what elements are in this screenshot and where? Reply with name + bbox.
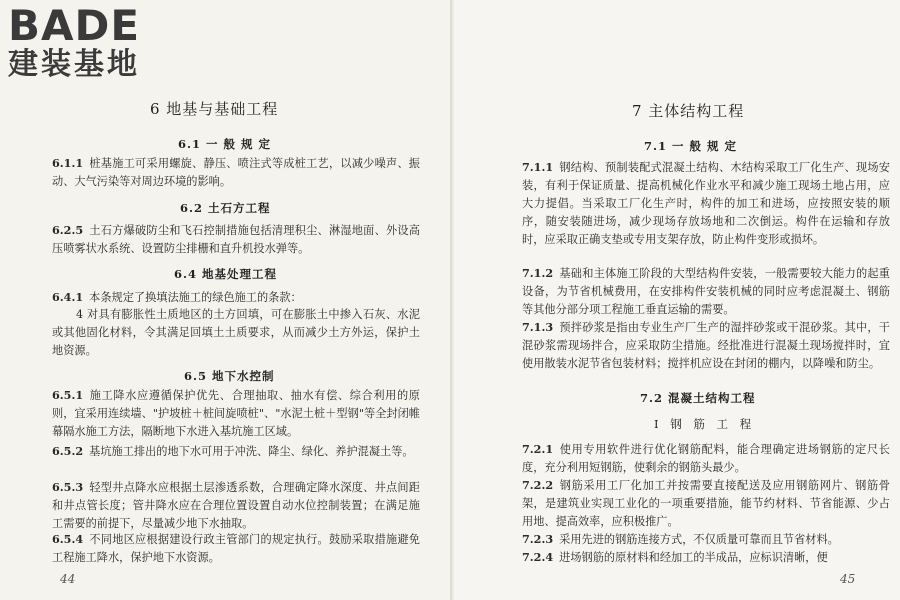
section-6-1-title: 6.1 一 般 规 定 — [178, 137, 272, 151]
subsection-rebar-title: Ⅰ 钢 筋 工 程 — [654, 417, 756, 431]
para-7-2-4-text: 进场钢筋的原材料和经加工的半成品，应标识清晰，便 — [559, 551, 828, 564]
para-6-4-1 — [52, 288, 420, 307]
para-7-1-3-num: 7.1.3 — [522, 320, 554, 334]
para-6-4-1-text: 本条规定了换填法施工的绿色施工的条款： — [89, 291, 302, 304]
para-6-5-4-text: 不同地区应根据建设行政主管部门的规定执行。鼓励采取措施避免工程施工降水，保护地下水资源。 — [52, 533, 420, 564]
para-7-1-3 — [522, 318, 890, 373]
para-6-5-4-num: 6.5.4 — [52, 532, 84, 546]
para-6-5-1-num: 6.5.1 — [52, 388, 84, 402]
section-7-1-title: 7.1 一 般 规 定 — [644, 139, 738, 153]
para-7-2-3-text: 采用先进的钢筋连接方式，不仅质量可靠而且节省材料。 — [559, 533, 839, 546]
para-7-1-3-text: 预拌砂浆是指由专业生产厂生产的湿拌砂浆或干混砂浆。其中，干混砂浆需现场拌合，应采取防尘措施。经批准进行混凝土现场搅拌时，宜使用散装水泥节省包装材料；搅拌机应设在封闭的棚内，以降噪和防尘。 — [522, 321, 890, 370]
para-7-2-4 — [522, 548, 890, 567]
para-6-1-1-text: 桩基施工可采用螺旋、静压、喷注式等成桩工艺，以减少噪声、振动、大气污染等对周边环境的影响。 — [52, 157, 420, 188]
para-7-2-3-num: 7.2.3 — [522, 532, 554, 546]
para-7-2-1-text: 使用专用软件进行优化钢筋配料，能合理确定进场钢筋的定尺长度，充分利用短钢筋，使剩余的钢筋头最少。 — [522, 443, 890, 474]
para-6-2-5 — [52, 221, 420, 258]
para-6-4-1-num: 6.4.1 — [52, 290, 84, 304]
section-6-5-title: 6.5 地下水控制 — [184, 369, 275, 383]
para-6-1-1 — [52, 154, 420, 191]
para-6-5-3-text: 轻型井点降水应根据土层渗透系数，合理确定降水深度、井点间距和井点管长度；管井降水应在合理位置设置自动水位控制装置；在满足施工需要的前提下，尽量减少地下水抽取。 — [52, 481, 420, 530]
page-number-right: 45 — [840, 572, 856, 586]
right-page — [454, 0, 900, 600]
para-6-5-1 — [52, 386, 420, 441]
para-6-5-4 — [52, 530, 420, 567]
bade-logo — [8, 1, 141, 82]
section-6-2-title: 6.2 土石方工程 — [180, 201, 271, 215]
para-7-2-4-num: 7.2.4 — [522, 550, 554, 564]
para-7-2-2 — [522, 476, 890, 531]
para-7-1-2 — [522, 264, 890, 319]
chapter-6-title: 6 地基与基础工程 — [150, 100, 279, 118]
logo-word: BADE — [8, 1, 141, 50]
page-number-left: 44 — [60, 572, 76, 586]
para-7-1-1-text: 钢结构、预制装配式混凝土结构、木结构采取工厂化生产、现场安装，有利于保证质量、提高机械化作业水平和减少施工现场土地占用，应大力提倡。当采取工厂化生产时，构件的加工和进场，应按照安装的顺序，随安装随进场，减少现场存放场地和二次倒运。构件在运输和存放时，应采取正确支垫或专用支架存放，防止构件变形或损坏。 — [522, 161, 890, 246]
para-7-2-3 — [522, 530, 890, 549]
para-6-2-5-num: 6.2.5 — [52, 223, 84, 237]
para-6-5-3-num: 6.5.3 — [52, 480, 84, 494]
para-6-2-5-text: 土石方爆破防尘和飞石控制措施包括清理积尘、淋湿地面、外设高压喷雾状水系统、设置防尘排栅和直升机投水弹等。 — [52, 224, 420, 255]
para-7-1-2-num: 7.1.2 — [522, 266, 554, 280]
para-7-2-2-num: 7.2.2 — [522, 478, 554, 492]
chapter-7-title: 7 主体结构工程 — [632, 102, 745, 120]
para-7-2-1-num: 7.2.1 — [522, 442, 554, 456]
para-6-4-1-item4: 4 对具有膨胀性土质地区的土方回填，可在膨胀土中掺入石灰、水泥或其他固化材料，令其满足回填土土质要求，从而减少土方外运，保护土地资源。 — [52, 308, 420, 357]
para-7-2-2-text: 钢筋采用工厂化加工并按需要直接配送及应用钢筋网片、钢筋骨架，是建筑业实现工业化的一项重要措施，能节约材料、节省能源、少占用地、提高效率，应积极推广。 — [522, 479, 890, 528]
para-6-5-2-text: 基坑施工排出的地下水可用于冲洗、降尘、绿化、养护混凝土等。 — [89, 445, 414, 458]
para-7-1-1 — [522, 158, 890, 249]
para-6-5-2-num: 6.5.2 — [52, 444, 84, 458]
para-7-1-1-num: 7.1.1 — [522, 160, 554, 174]
section-6-4-title: 6.4 地基处理工程 — [174, 267, 278, 281]
para-6-5-1-text: 施工降水应遵循保护优先、合理抽取、抽水有偿、综合利用的原则，宜采用连续墙、"护坡桩＋桩间旋喷桩"、"水泥土桩＋型钢"等全封闭帷幕隔水施工方法，隔断地下水进入基坑施工区域。 — [52, 389, 420, 438]
para-6-5-2 — [52, 442, 420, 461]
logo-chinese: 建装基地 — [8, 47, 140, 82]
section-7-2-title: 7.2 混凝土结构工程 — [640, 391, 756, 405]
para-7-1-2-text: 基础和主体施工阶段的大型结构件安装，一般需要较大能力的起重设备，为节省机械费用，在安排构件安装机械的同时应考虑混凝土、钢筋等其他分部分项工程施工垂直运输的需要。 — [522, 267, 890, 316]
para-6-5-3 — [52, 478, 420, 533]
para-7-2-1 — [522, 440, 890, 477]
para-6-1-1-num: 6.1.1 — [52, 156, 84, 170]
